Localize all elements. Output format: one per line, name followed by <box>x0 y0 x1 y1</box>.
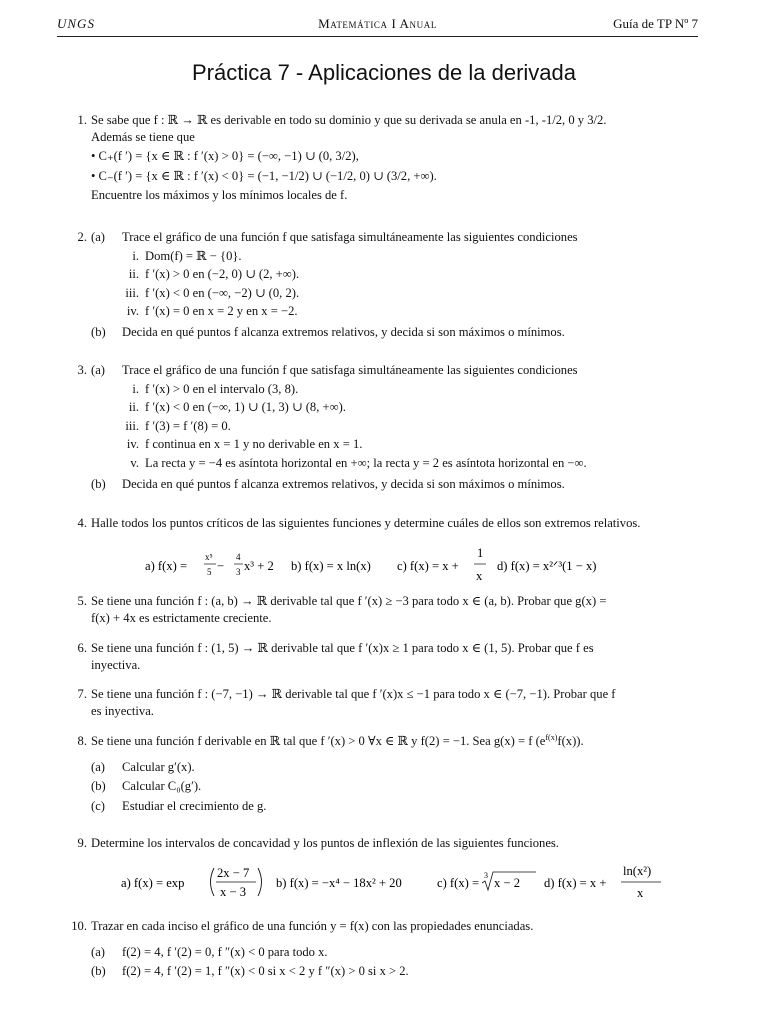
equation-functions <box>145 543 645 587</box>
eq-a-suffix: x³ + 2 <box>243 558 274 573</box>
exercise-number: 3. <box>77 363 87 377</box>
eq-b: b) f(x) = x ln(x) <box>290 558 371 573</box>
exercise-text: Se tiene una función f : (a, b) → ℝ derivable tal que f ′(x) ≥ −3 para todo x ∈ (a, b). Probar que g(x) = <box>91 594 607 608</box>
exercise-text-part: Se tiene una función f derivable en ℝ tal que f ′(x) > 0 ∀x ∈ ℝ y f(2) = −1. Sea g(x) = f (e <box>91 734 546 749</box>
eq-a-middle: − <box>216 558 224 573</box>
exercise-number: 7. <box>77 687 87 701</box>
item-text: f continua en x = 1 y no derivable en x = 1. <box>145 437 363 452</box>
subitem-b <box>91 324 698 341</box>
exercise-text: Se tiene una función f : (1, 5) → ℝ derivable tal que f ′(x)x ≥ 1 para todo x ∈ (1, 5). Probar que f es <box>91 641 594 655</box>
exercise-10 <box>71 918 698 980</box>
eq-a-denominator-1: 5 <box>206 566 211 577</box>
exercise-7 <box>77 686 698 719</box>
eq-d-numerator: ln(x²) <box>622 863 651 878</box>
subitem-a <box>91 229 698 246</box>
exercise-text <box>91 733 698 750</box>
eq-c-prefix: c) f(x) = x + <box>396 558 459 573</box>
item-text: f ′(3) = f ′(8) = 0. <box>145 418 231 433</box>
exercise-2 <box>77 229 698 341</box>
condition-item <box>91 399 698 416</box>
eq-c-numerator: 1 <box>476 545 483 560</box>
subitem-a <box>91 362 698 379</box>
exercise-text: Se tiene una función f : (−7, −1) → ℝ derivable tal que f ′(x)x ≤ −1 para todo x ∈ (−7, −1). Probar que f <box>91 687 616 701</box>
eq-a-numerator-1: x⁵ <box>204 551 213 562</box>
subitem-label: (a) <box>91 944 105 959</box>
subitem-label: (b) <box>91 779 106 794</box>
condition-item <box>91 303 698 320</box>
item-label: ii. <box>128 267 139 282</box>
eq-d-denominator: x <box>636 885 643 900</box>
item-label: iii. <box>125 285 139 300</box>
exercise-text: Determine los intervalos de concavidad y los puntos de inflexión de las siguientes funciones. <box>91 836 559 850</box>
exercise-question: Encuentre los máximos y los mínimos locales de f. <box>91 188 348 203</box>
exercise-text: f(x) + 4x es estrictamente creciente. <box>91 610 272 625</box>
eq-a-numerator-2: 4 <box>235 551 240 562</box>
exercise-3 <box>77 362 698 492</box>
item-label: iii. <box>125 418 139 433</box>
condition-item <box>91 436 698 453</box>
eq-a-denominator-2: 3 <box>235 566 240 577</box>
exercise-number: 9. <box>77 836 87 850</box>
exercise-4 <box>77 515 698 591</box>
subitem-text: Trace el gráfico de una función f que satisfaga simultáneamente las siguientes condiciones <box>122 230 578 244</box>
condition-positive: • C₊(f ′) = {x ∈ ℝ : f ′(x) > 0} = (−∞, −1) ∪ (0, 3/2), <box>91 149 359 164</box>
subitem-b <box>91 963 698 980</box>
exercise-number: 1. <box>77 113 87 127</box>
exercise-text: Trazar en cada inciso el gráfico de una función y = f(x) con las propiedades enunciadas. <box>91 919 534 933</box>
subitem-text: Decida en qué puntos f alcanza extremos relativos, y decida si son máximos o mínimos. <box>122 476 565 491</box>
condition-item <box>91 381 698 398</box>
item-text: Dom(f) = ℝ − {0}. <box>145 248 242 263</box>
exponent: f(x) <box>545 733 558 742</box>
eq-c-prefix: c) f(x) = <box>436 875 479 890</box>
subitem-text: f(2) = 4, f ′(2) = 0, f ″(x) < 0 para todo x. <box>122 944 328 959</box>
eq-c-root-index: 3 <box>483 870 488 880</box>
exercise-text: Además se tiene que <box>91 129 195 144</box>
subitem-label: (b) <box>91 476 106 491</box>
eq-c-radicand: x − 2 <box>493 875 520 890</box>
item-text: f ′(x) > 0 en el intervalo (3, 8). <box>145 381 299 396</box>
exercise-number: 8. <box>77 734 87 748</box>
page-header <box>57 15 698 35</box>
item-text: f ′(x) < 0 en (−∞, 1) ∪ (1, 3) ∪ (8, +∞). <box>145 400 346 415</box>
subitem-text: Calcular C₀(g′). <box>122 779 202 794</box>
exercise-9 <box>77 835 698 912</box>
subitem-a <box>91 944 698 961</box>
equation-row <box>91 543 698 592</box>
header-course: Matemática I Anual <box>318 16 437 31</box>
subitem-label: (c) <box>91 799 105 814</box>
item-label: iv. <box>126 437 139 452</box>
exercise-number: 6. <box>77 641 87 655</box>
exercise-8 <box>77 733 698 815</box>
item-label: i. <box>132 381 139 396</box>
subitem-text: f(2) = 4, f ′(2) = 1, f ″(x) < 0 si x < 2 y f ″(x) > 0 si x > 2. <box>122 964 409 979</box>
exercise-6 <box>77 640 698 673</box>
eq-right-paren <box>258 868 262 896</box>
condition-negative: • C₋(f ′) = {x ∈ ℝ : f ′(x) < 0} = (−1, −1/2) ∪ (−1/2, 0) ∪ (3/2, +∞). <box>91 168 437 183</box>
exercise-number: 2. <box>77 230 87 244</box>
subitem-b <box>91 476 698 493</box>
subitem-label: (a) <box>91 759 105 774</box>
subitem-c <box>91 798 698 815</box>
eq-b: b) f(x) = −x⁴ − 18x² + 20 <box>275 875 402 890</box>
eq-a-prefix: a) f(x) = <box>144 558 187 573</box>
eq-a-prefix: a) f(x) = exp <box>120 875 184 890</box>
item-label: ii. <box>128 400 139 415</box>
eq-left-paren <box>210 868 214 896</box>
exercise-text: inyectiva. <box>91 657 141 672</box>
exercise-number: 10. <box>71 919 87 933</box>
subitem-a <box>91 759 698 776</box>
subitem-label: (a) <box>91 230 105 244</box>
item-text: f ′(x) = 0 en x = 2 y en x = −2. <box>145 304 298 319</box>
condition-item <box>91 266 698 283</box>
exercise-text: Se sabe que f : ℝ → ℝ es derivable en todo su dominio y que su derivada se anula en -1, -1/2, 0 y 3/2. <box>91 113 607 127</box>
exercise-text: Halle todos los puntos críticos de las siguientes funciones y determine cuáles de ellos son extremos relativos. <box>91 516 641 530</box>
eq-c-denominator: x <box>475 568 482 583</box>
exercise-1 <box>77 112 698 204</box>
condition-item <box>91 285 698 302</box>
item-text: f ′(x) > 0 en (−2, 0) ∪ (2, +∞). <box>145 267 300 282</box>
subitem-label: (b) <box>91 964 106 979</box>
subitem-text: Estudiar el crecimiento de g. <box>122 799 267 814</box>
subitem-label: (b) <box>91 325 106 340</box>
subitem-label: (a) <box>91 363 105 377</box>
item-label: iv. <box>126 304 139 319</box>
item-label: v. <box>130 456 139 471</box>
subitem-text: Trace el gráfico de una función f que satisfaga simultáneamente las siguientes condiciones <box>122 363 578 377</box>
subitem-text: Calcular g′(x). <box>122 759 195 774</box>
eq-d: d) f(x) = x²ᐟ³(1 − x) <box>496 558 596 573</box>
exercise-text-part: f(x)). <box>557 734 584 749</box>
equation-row <box>91 858 698 913</box>
item-text: f ′(x) < 0 en (−∞, −2) ∪ (0, 2). <box>145 285 300 300</box>
subitem-text: Decida en qué puntos f alcanza extremos relativos, y decida si son máximos o mínimos. <box>122 325 565 340</box>
exercise-number: 5. <box>77 594 87 608</box>
condition-item <box>91 455 698 472</box>
exercise-5 <box>77 593 698 626</box>
eq-a-numerator: 2x − 7 <box>216 865 249 880</box>
exercise-text: es inyectiva. <box>91 703 154 718</box>
page-title: Práctica 7 - Aplicaciones de la derivada <box>192 60 576 85</box>
eq-d-prefix: d) f(x) = x + <box>543 875 606 890</box>
header-rule <box>57 36 698 37</box>
subitem-b <box>91 778 698 795</box>
item-text: La recta y = −4 es asíntota horizontal en +∞; la recta y = 2 es asíntota horizontal en −∞. <box>145 456 587 471</box>
condition-item <box>91 248 698 265</box>
header-guide-number: Guía de TP Nº 7 <box>613 16 698 31</box>
header-university: UNGS <box>57 16 95 31</box>
eq-a-denominator: x − 3 <box>219 884 246 899</box>
item-label: i. <box>132 248 139 263</box>
condition-item <box>91 418 698 435</box>
equation-functions <box>121 858 669 908</box>
exercise-number: 4. <box>77 516 87 530</box>
